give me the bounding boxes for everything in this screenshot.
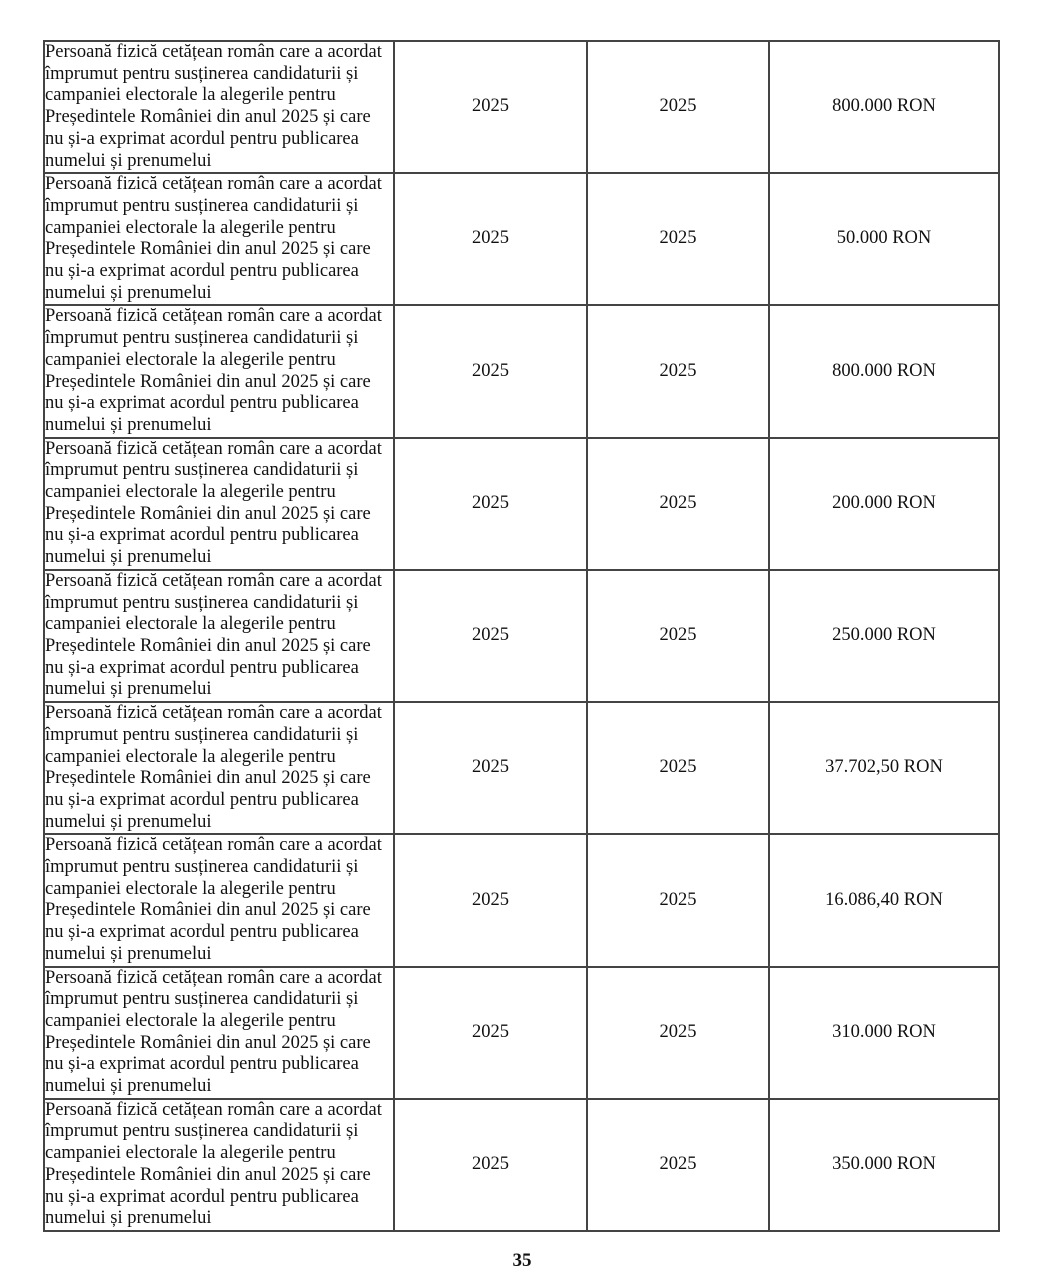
year-due: 2025: [587, 173, 769, 305]
lender-description: Persoană fizică cetățean român care a acordat împrumut pentru susținerea candidaturii și campaniei electorale la alegerile pentru Președintele României din anul 2025 și care nu și-a exprimat acordul pentru publicarea numelui și prenumelui: [44, 41, 394, 173]
year-due: 2025: [587, 967, 769, 1099]
loan-amount: 310.000 RON: [769, 967, 999, 1099]
table-row: [44, 967, 999, 1099]
year-due: 2025: [587, 834, 769, 966]
lender-description: Persoană fizică cetățean român care a acordat împrumut pentru susținerea candidaturii și campaniei electorale la alegerile pentru Președintele României din anul 2025 și care nu și-a exprimat acordul pentru publicarea numelui și prenumelui: [44, 438, 394, 570]
lender-description: Persoană fizică cetățean român care a acordat împrumut pentru susținerea candidaturii și campaniei electorale la alegerile pentru Președintele României din anul 2025 și care nu și-a exprimat acordul pentru publicarea numelui și prenumelui: [44, 834, 394, 966]
year-due: 2025: [587, 41, 769, 173]
loan-amount: 37.702,50 RON: [769, 702, 999, 834]
table-row: [44, 41, 999, 173]
year-granted: 2025: [394, 834, 587, 966]
page-number: 35: [512, 1250, 532, 1271]
loan-amount: 50.000 RON: [769, 173, 999, 305]
lender-description: Persoană fizică cetățean român care a acordat împrumut pentru susținerea candidaturii și campaniei electorale la alegerile pentru Președintele României din anul 2025 și care nu și-a exprimat acordul pentru publicarea numelui și prenumelui: [44, 967, 394, 1099]
table-row: [44, 834, 999, 966]
lender-description: Persoană fizică cetățean român care a acordat împrumut pentru susținerea candidaturii și campaniei electorale la alegerile pentru Președintele României din anul 2025 și care nu și-a exprimat acordul pentru publicarea numelui și prenumelui: [44, 305, 394, 437]
table-row: [44, 702, 999, 834]
year-granted: 2025: [394, 305, 587, 437]
loan-amount: 16.086,40 RON: [769, 834, 999, 966]
year-granted: 2025: [394, 570, 587, 702]
loans-table: [43, 40, 1000, 1232]
year-due: 2025: [587, 702, 769, 834]
lender-description: Persoană fizică cetățean român care a acordat împrumut pentru susținerea candidaturii și campaniei electorale la alegerile pentru Președintele României din anul 2025 și care nu și-a exprimat acordul pentru publicarea numelui și prenumelui: [44, 570, 394, 702]
table-row: [44, 1099, 999, 1231]
loan-amount: 250.000 RON: [769, 570, 999, 702]
loan-amount: 800.000 RON: [769, 41, 999, 173]
lender-description: Persoană fizică cetățean român care a acordat împrumut pentru susținerea candidaturii și campaniei electorale la alegerile pentru Președintele României din anul 2025 și care nu și-a exprimat acordul pentru publicarea numelui și prenumelui: [44, 1099, 394, 1231]
table-row: [44, 305, 999, 437]
year-due: 2025: [587, 438, 769, 570]
lender-description: Persoană fizică cetățean român care a acordat împrumut pentru susținerea candidaturii și campaniei electorale la alegerile pentru Președintele României din anul 2025 și care nu și-a exprimat acordul pentru publicarea numelui și prenumelui: [44, 702, 394, 834]
year-granted: 2025: [394, 173, 587, 305]
loan-amount: 200.000 RON: [769, 438, 999, 570]
loans-table-body: [44, 41, 999, 1231]
year-granted: 2025: [394, 967, 587, 1099]
loan-amount: 350.000 RON: [769, 1099, 999, 1231]
table-row: [44, 173, 999, 305]
year-due: 2025: [587, 570, 769, 702]
lender-description: Persoană fizică cetățean român care a acordat împrumut pentru susținerea candidaturii și campaniei electorale la alegerile pentru Președintele României din anul 2025 și care nu și-a exprimat acordul pentru publicarea numelui și prenumelui: [44, 173, 394, 305]
year-granted: 2025: [394, 41, 587, 173]
loan-amount: 800.000 RON: [769, 305, 999, 437]
year-granted: 2025: [394, 702, 587, 834]
table-row: [44, 570, 999, 702]
year-due: 2025: [587, 1099, 769, 1231]
year-granted: 2025: [394, 1099, 587, 1231]
year-granted: 2025: [394, 438, 587, 570]
table-row: [44, 438, 999, 570]
year-due: 2025: [587, 305, 769, 437]
